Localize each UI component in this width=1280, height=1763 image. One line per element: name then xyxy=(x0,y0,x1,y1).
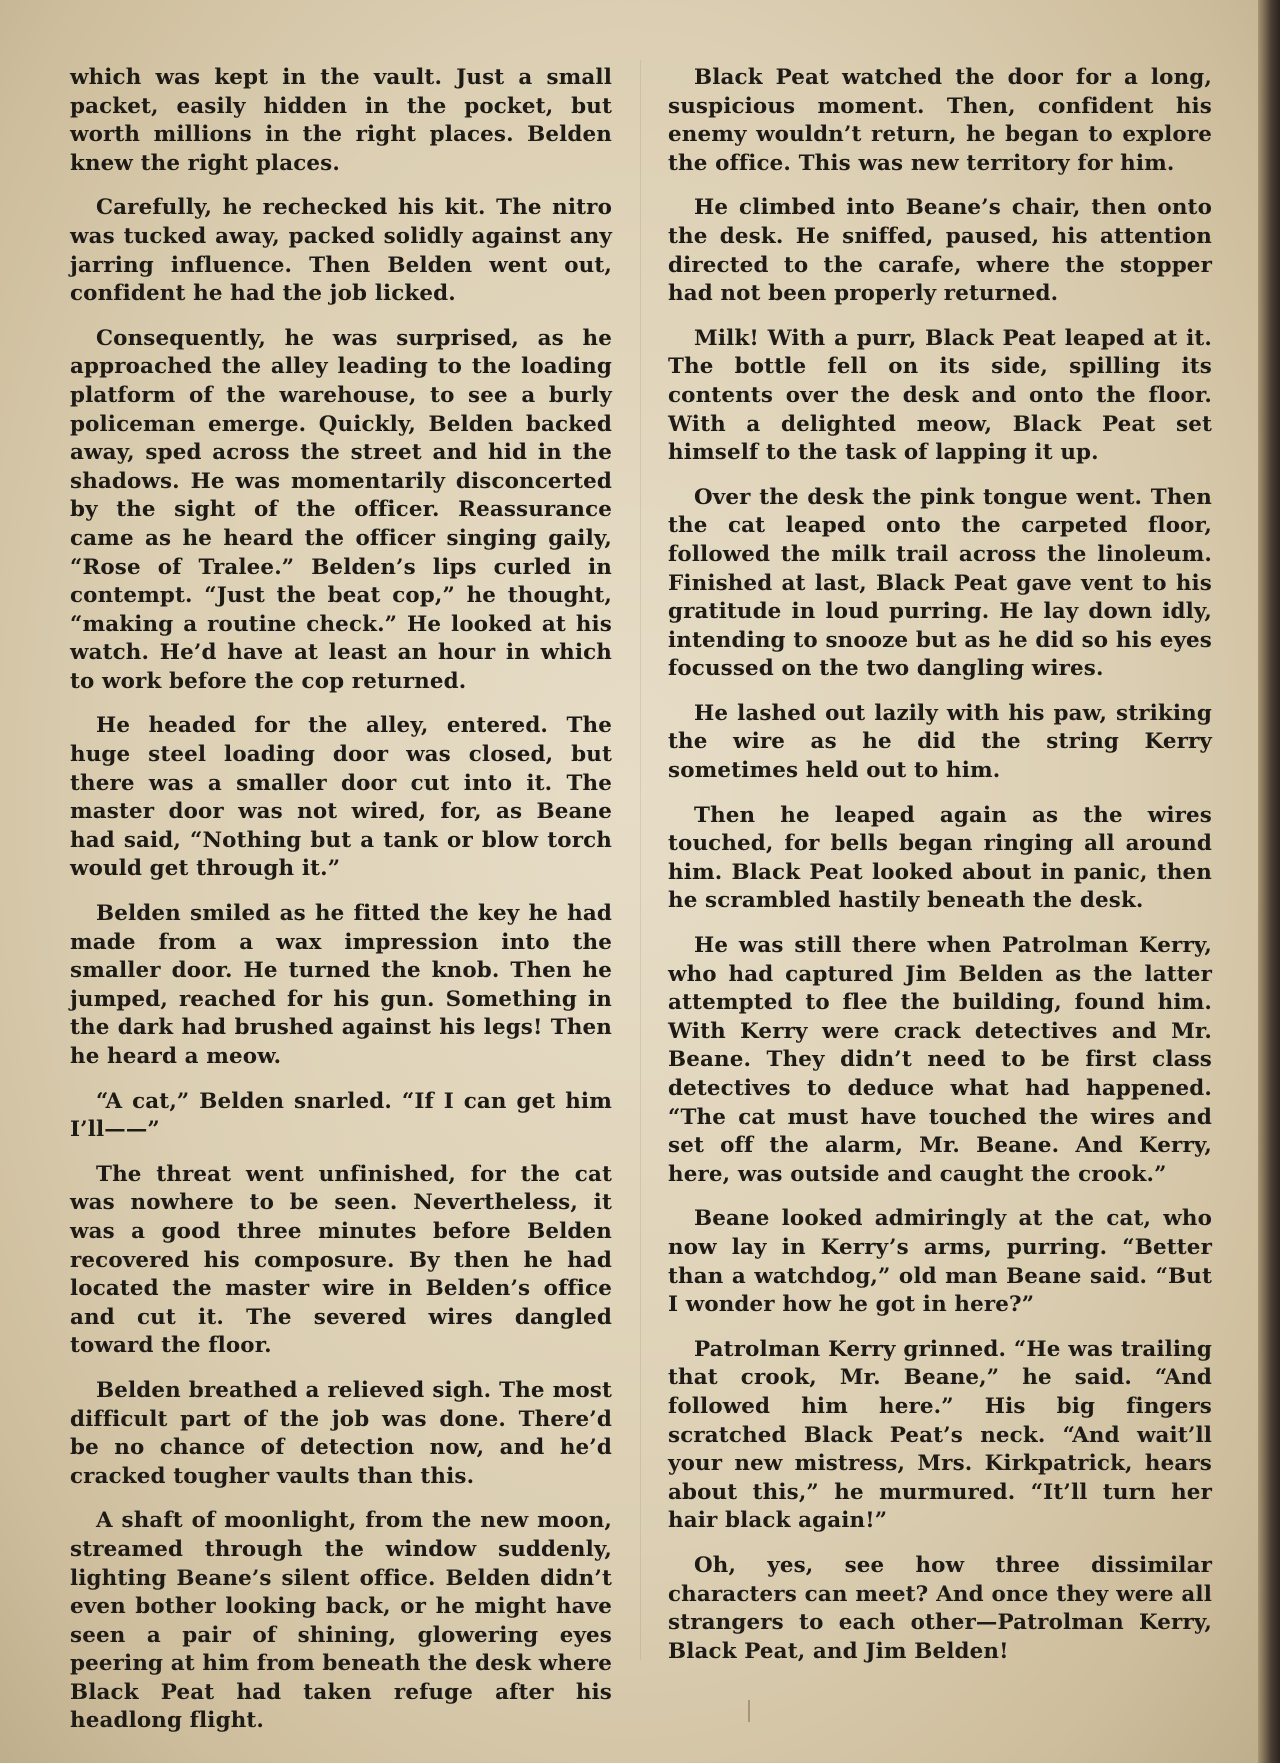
paragraph: A shaft of moonlight, from the new moon, streamed through the window suddenly, lighting Beane’s silent office. Belden didn’t even bother looking back, or he might have seen a pair of shining, glowering eyes peering at him from beneath the desk where Black Peat had taken refuge after his headlong flight. xyxy=(70,1508,612,1734)
paragraph: He headed for the alley, entered. The huge steel loading door was closed, but there was a smaller door cut into it. The master door was not wired, for, as Beane had said, “Nothing but a tank or blow torch would get through it.” xyxy=(70,713,612,882)
column-divider xyxy=(640,60,641,1660)
paragraph: Then he leaped again as the wires touched, for bells began ringing all around him. Black Peat looked about in panic, then he scrambled hastily beneath the desk. xyxy=(668,802,1212,914)
paragraph: He lashed out lazily with his paw, striking the wire as he did the string Kerry sometimes held out to him. xyxy=(668,700,1212,784)
paragraph: “A cat,” Belden snarled. “If I can get him I’ll——” xyxy=(70,1088,612,1143)
paragraph: The threat went unfinished, for the cat was nowhere to be seen. Nevertheless, it was a good three minutes before Belden recovered his composure. By then he had located the master wire in Belden’s office and cut it. The severed wires dangled toward the floor. xyxy=(70,1161,612,1359)
paragraph: Patrolman Kerry grinned. “He was trailing that crook, Mr. Beane,” he said. “And followed him here.” His big fingers scratched Black Peat’s neck. “And wait’ll your new mistress, Mrs. Kirkpatrick, hears about this,” he murmured. “It’ll turn her hair black again!” xyxy=(668,1336,1212,1534)
paragraph: Belden breathed a relieved sigh. The most difficult part of the job was done. There’d be no chance of detection now, and he’d cracked tougher vaults than this. xyxy=(70,1377,612,1489)
paragraph: Beane looked admiringly at the cat, who now lay in Kerry’s arms, purring. “Better than a watchdog,” old man Beane said. “But I wonder how he got in here?” xyxy=(668,1206,1212,1318)
left-column xyxy=(70,64,612,1752)
paragraph: which was kept in the vault. Just a small packet, easily hidden in the pocket, but worth millions in the right places. Belden knew the right places. xyxy=(70,65,612,176)
page-edge xyxy=(1258,0,1280,1763)
paragraph: Black Peat watched the door for a long, suspicious moment. Then, confident his enemy wouldn’t return, he began to explore the office. This was new territory for him. xyxy=(668,65,1212,176)
paragraph: Oh, yes, see how three dissimilar characters can meet? And once they were all strangers to each other—Patrolman Kerry, Black Peat, and Jim Belden! xyxy=(668,1552,1212,1664)
paragraph: He climbed into Beane’s chair, then onto the desk. He sniffed, paused, his attention directed to the carafe, where the stopper had not been properly returned. xyxy=(668,195,1212,307)
paragraph: Over the desk the pink tongue went. Then the cat leaped onto the carpeted floor, followed the milk trail across the linoleum. Finished at last, Black Peat gave vent to his gratitude in loud purring. He lay down idly, intending to snooze but as he did so his eyes focussed on the two dangling wires. xyxy=(668,484,1212,682)
print-mark xyxy=(748,1700,750,1722)
paragraph: He was still there when Patrolman Kerry, who had captured Jim Belden as the latter attempted to flee the building, found him. With Kerry were crack detectives and Mr. Beane. They didn’t need to be first class detectives to deduce what had happened. “The cat must have touched the wires and set off the alarm, Mr. Beane. And Kerry, here, was outside and caught the crook.” xyxy=(668,933,1212,1187)
paragraph: Carefully, he rechecked his kit. The nitro was tucked away, packed solidly against any jarring influence. Then Belden went out, confident he had the job licked. xyxy=(70,195,612,307)
paragraph: Consequently, he was surprised, as he approached the alley leading to the loading platform of the warehouse, to see a burly policeman emerge. Quickly, Belden backed away, sped across the street and hid in the shadows. He was momentarily disconcerted by the sight of the officer. Reassurance came as he heard the officer singing gaily, “Rose of Tralee.” Belden’s lips curled in contempt. “Just the beat cop,” he thought, “making a routine check.” He looked at his watch. He’d have at least an hour in which to work before the cop returned. xyxy=(70,325,612,694)
paragraph: Belden smiled as he fitted the key he had made from a wax impression into the smaller door. He turned the knob. Then he jumped, reached for his gun. Something in the dark had brushed against his legs! Then he heard a meow. xyxy=(70,901,612,1069)
right-column xyxy=(668,64,1212,1682)
paragraph: Milk! With a purr, Black Peat leaped at it. The bottle fell on its side, spilling its contents over the desk and onto the floor. With a delighted meow, Black Peat set himself to the task of lapping it up. xyxy=(668,325,1212,466)
